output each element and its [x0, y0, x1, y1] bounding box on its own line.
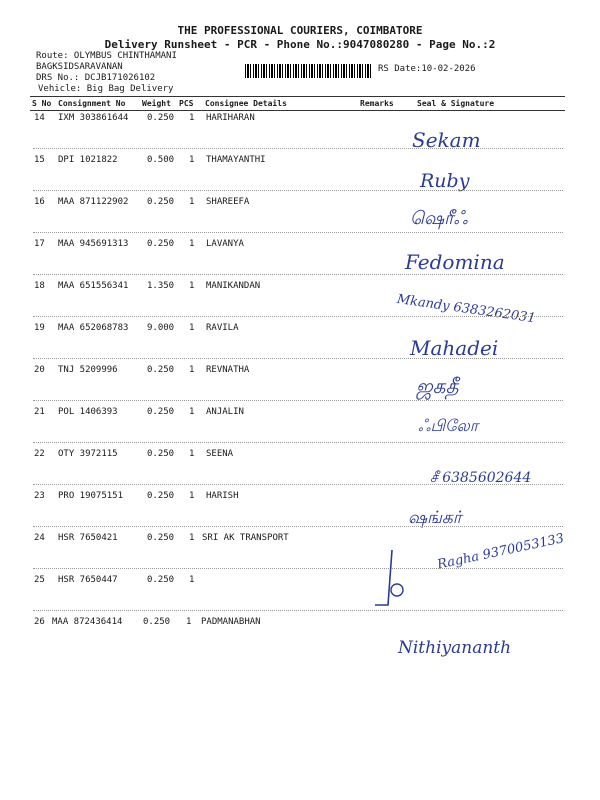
row-consignment: HSR 7650421 — [58, 533, 118, 543]
row-sno: 22 — [34, 449, 45, 459]
row-consignment: MAA 945691313 — [58, 239, 129, 249]
row-consignment: MAA 652068783 — [58, 323, 129, 333]
row-divider — [33, 148, 563, 149]
row-sno: 18 — [34, 281, 45, 291]
row-pcs: 1 — [189, 197, 195, 207]
row-pcs: 1 — [189, 491, 195, 501]
row-pcs: 1 — [189, 113, 195, 123]
row-weight: 0.250 — [143, 617, 171, 627]
row-pcs: 1 — [189, 239, 195, 249]
row-sno: 17 — [34, 239, 45, 249]
row-sno: 24 — [34, 533, 45, 543]
signature: Nithiyananth — [398, 638, 512, 658]
signature: ஜகதீ — [416, 374, 459, 398]
route-label: Route: OLYMBUS CHINTHAMANI — [36, 51, 177, 61]
row-sno: 15 — [34, 155, 45, 165]
row-consignment: HSR 7650447 — [58, 575, 118, 585]
table-header — [30, 96, 565, 111]
row-consignment: IXM 303861644 — [58, 113, 129, 123]
row-divider — [33, 274, 563, 275]
row-sno: 25 — [34, 575, 45, 585]
row-consignee: ANJALIN — [206, 407, 244, 417]
signature: ஷெரீஃ — [410, 208, 468, 229]
signature: Fedomina — [405, 250, 505, 274]
row-sno: 23 — [34, 491, 45, 501]
signature: சீ 6385602644 — [430, 470, 532, 486]
rs-date: RS Date:10-02-2026 — [378, 64, 476, 74]
row-divider — [33, 442, 563, 443]
row-consignment: MAA 651556341 — [58, 281, 129, 291]
barcode — [245, 64, 373, 78]
col-consignee: Consignee Details — [205, 99, 287, 108]
row-weight: 0.250 — [147, 113, 175, 123]
row-weight: 0.250 — [147, 365, 175, 375]
row-sno: 14 — [34, 113, 45, 123]
row-pcs: 1 — [189, 323, 195, 333]
row-consignment: PRO 19075151 — [58, 491, 124, 501]
row-weight: 0.500 — [147, 155, 175, 165]
row-pcs: 1 — [189, 407, 195, 417]
row-weight: 0.250 — [147, 449, 175, 459]
row-divider — [33, 358, 563, 359]
row-sno: 26 — [34, 617, 45, 627]
row-consignee: SEENA — [206, 449, 234, 459]
row-divider — [33, 484, 563, 485]
row-weight: 0.250 — [147, 491, 175, 501]
page-subtitle: Delivery Runsheet - PCR - Phone No.:9047080280 - Page No.:2 — [104, 38, 496, 51]
row-consignee: HARISH — [206, 491, 239, 501]
row-consignee: THAMAYANTHI — [206, 155, 266, 165]
col-sno: S No — [32, 99, 52, 108]
vehicle-label: Vehicle: Big Bag Delivery — [38, 84, 174, 94]
row-weight: 0.250 — [147, 197, 175, 207]
signature: ஷங்கர் — [408, 508, 462, 528]
row-consignee: MANIKANDAN — [206, 281, 261, 291]
signature: ஃபிலோ — [418, 416, 479, 435]
row-weight: 9.000 — [147, 323, 175, 333]
signature: Ragha 9370053133 — [436, 531, 566, 573]
row-pcs: 1 — [189, 155, 195, 165]
col-consignment: Consignment No — [58, 99, 126, 108]
row-weight: 0.250 — [147, 533, 175, 543]
row-weight: 0.250 — [147, 239, 175, 249]
row-pcs: 1 — [189, 575, 195, 585]
col-remarks: Remarks — [360, 99, 394, 108]
col-weight: Weight — [142, 99, 171, 108]
row-pcs: 1 — [189, 533, 195, 543]
row-consignment: DPI 1021822 — [58, 155, 118, 165]
row-divider — [33, 610, 563, 611]
row-consignment: OTY 3972115 — [58, 449, 118, 459]
signature: Mkandy 6383262031 — [395, 292, 537, 327]
row-consignment: TNJ 5209996 — [58, 365, 118, 375]
row-consignment: POL 1406393 — [58, 407, 118, 417]
row-consignee: LAVANYA — [206, 239, 244, 249]
row-divider — [33, 232, 563, 233]
row-divider — [33, 190, 563, 191]
bracket-mark — [370, 545, 410, 615]
signature: Ruby — [420, 170, 470, 192]
row-consignee: HARIHARAN — [206, 113, 255, 123]
signature: Mahadei — [410, 336, 499, 360]
row-consignment: MAA 871122902 — [58, 197, 129, 207]
row-pcs: 1 — [189, 365, 195, 375]
row-divider — [33, 526, 563, 527]
staff-label: BAGKSIDSARAVANAN — [36, 62, 123, 72]
row-consignee: PADMANABHAN — [201, 617, 261, 627]
row-weight: 0.250 — [147, 407, 175, 417]
col-signature: Seal & Signature — [417, 99, 495, 108]
row-consignee: SRI AK TRANSPORT — [202, 533, 289, 543]
row-divider — [33, 568, 563, 569]
row-weight: 1.350 — [147, 281, 175, 291]
row-consignment: MAA 872436414 — [52, 617, 123, 627]
row-sno: 20 — [34, 365, 45, 375]
row-consignee: SHAREEFA — [206, 197, 250, 207]
signature: Sekam — [412, 128, 481, 152]
row-divider — [33, 400, 563, 401]
row-pcs: 1 — [189, 449, 195, 459]
row-sno: 16 — [34, 197, 45, 207]
row-consignee: REVNATHA — [206, 365, 250, 375]
row-weight: 0.250 — [147, 575, 175, 585]
row-consignee: RAVILA — [206, 323, 239, 333]
page-title: THE PROFESSIONAL COURIERS, COIMBATORE — [177, 24, 423, 37]
row-sno: 19 — [34, 323, 45, 333]
row-sno: 21 — [34, 407, 45, 417]
col-pcs: PCS — [179, 99, 194, 108]
row-divider — [33, 316, 563, 317]
row-pcs: 1 — [186, 617, 192, 627]
drs-number: DRS No.: DCJB171026102 — [36, 73, 156, 83]
row-pcs: 1 — [189, 281, 195, 291]
